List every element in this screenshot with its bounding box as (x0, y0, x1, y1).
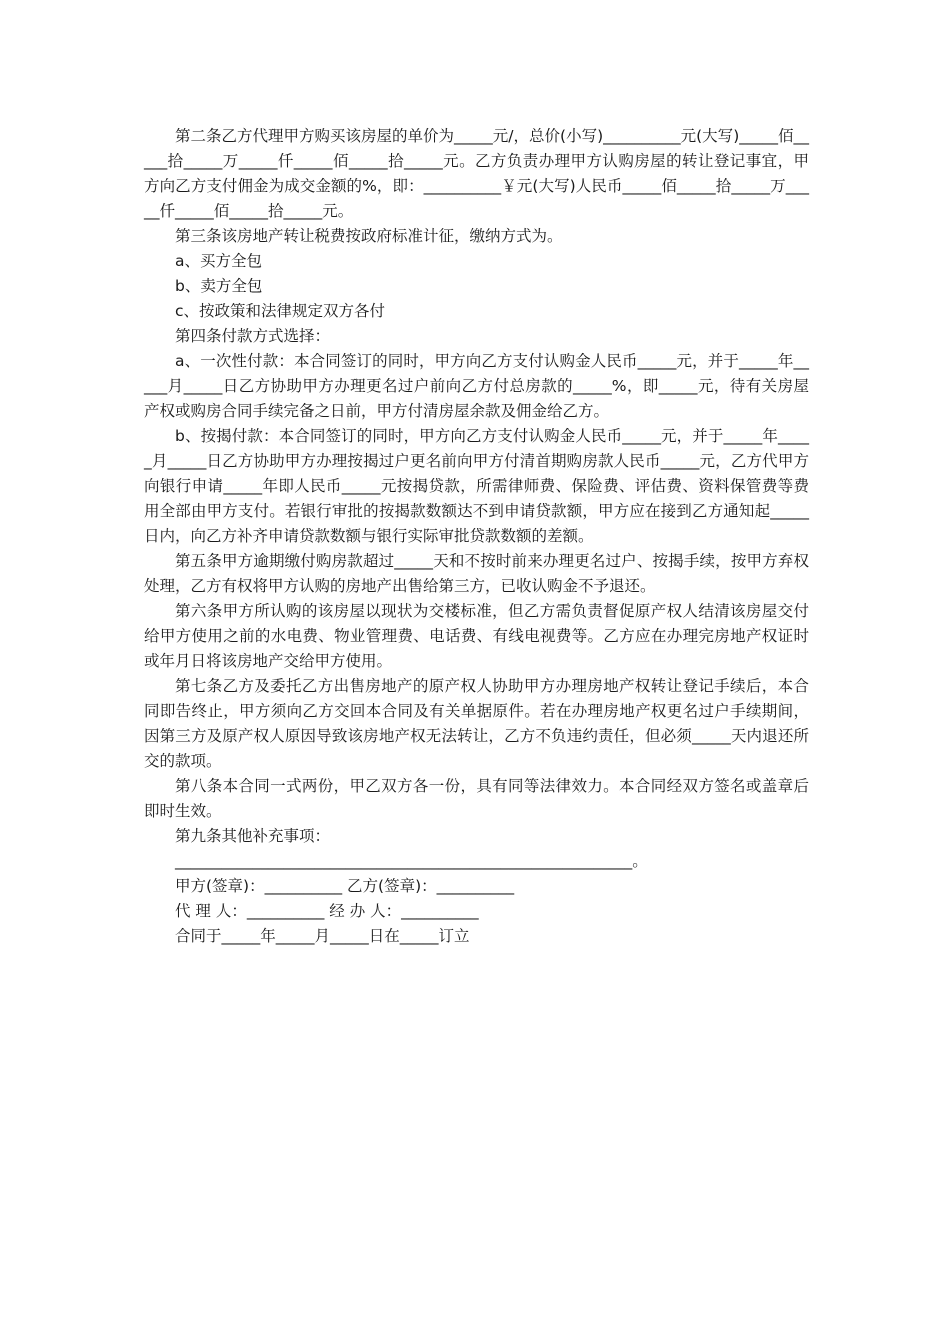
tax-option-c: c、按政策和法律规定双方各付 (175, 302, 386, 320)
article-9-heading: 第九条其他补充事项： (175, 827, 331, 845)
payment-option-b: b、按揭付款：本合同签订的同时，甲方向乙方支付认购金人民币_____元，并于_____年_____月_____日乙方协助甲方办理按揭过户更名前向甲方付清首期购房款人民币_____元，乙方代甲方向银行申请_____年即人民币_____元按揭贷款，所需律师费、保险费、评估费、资料保管费等费用全部由甲方支付。若银行审批的按揭款数额达不到申请贷款额，甲方应在接到乙方通知起_____日内，向乙方补齐申请贷款数额与银行实际审批贷款数额的差额。 (144, 427, 809, 545)
article-8-paragraph: 第八条本合同一式两份，甲乙双方各一份，具有同等法律效力。本合同经双方签名或盖章后即时生效。 (144, 777, 809, 820)
payment-option-a: a、一次性付款：本合同签订的同时，甲方向乙方支付认购金人民币_____元，并于_____年_____月_____日乙方协助甲方办理更名过户前向乙方付总房款的_____%，即_____元，待有关房屋产权或购房合同手续完备之日前，甲方付清房屋余款及佣金给乙方。 (144, 352, 809, 420)
party-signature-line: 甲方(签章)：__________ 乙方(签章)：__________ (175, 877, 515, 895)
supplement-blank-line: ___________________________________________________________。 (175, 852, 648, 870)
article-6-paragraph: 第六条甲方所认购的该房屋以现状为交楼标准，但乙方需负责督促原产权人结清该房屋交付给甲方使用之前的水电费、物业管理费、电话费、有线电视费等。乙方应在办理完房地产权证时或年月日将该房地产交给甲方使用。 (144, 602, 809, 670)
article-4-heading: 第四条付款方式选择： (175, 327, 331, 345)
article-2-paragraph: 第二条乙方代理甲方购买该房屋的单价为_____元/，总价(小写)__________元(大写)_____佰_____拾_____万_____仟_____佰_____拾_____元。乙方负责办理甲方认购房屋的转让登记事宜，甲方向乙方支付佣金为成交金额的%，即：__________￥元(大写)人民币_____佰_____拾_____万_____仟_____佰_____拾_____元。 (144, 127, 809, 220)
article-3-paragraph: 第三条该房地产转让税费按政府标准计征，缴纳方式为。 (175, 227, 563, 245)
contract-document (144, 124, 809, 949)
tax-option-a: a、买方全包 (175, 252, 262, 270)
contract-date-line: 合同于_____年_____月_____日在_____订立 (175, 927, 470, 945)
tax-option-b: b、卖方全包 (175, 277, 263, 295)
agent-signature-line: 代 理 人：__________ 经 办 人：__________ (175, 902, 479, 920)
article-5-paragraph: 第五条甲方逾期缴付购房款超过_____天和不按时前来办理更名过户、按揭手续，按甲方弃权处理，乙方有权将甲方认购的房地产出售给第三方，已收认购金不予退还。 (144, 552, 809, 595)
article-7-paragraph: 第七条乙方及委托乙方出售房地产的原产权人协助甲方办理房地产权转让登记手续后，本合同即告终止，甲方须向乙方交回本合同及有关单据原件。若在办理房地产权更名过户手续期间，因第三方及原产权人原因导致该房地产权无法转让，乙方不负违约责任，但必须_____天内退还所交的款项。 (144, 677, 809, 770)
